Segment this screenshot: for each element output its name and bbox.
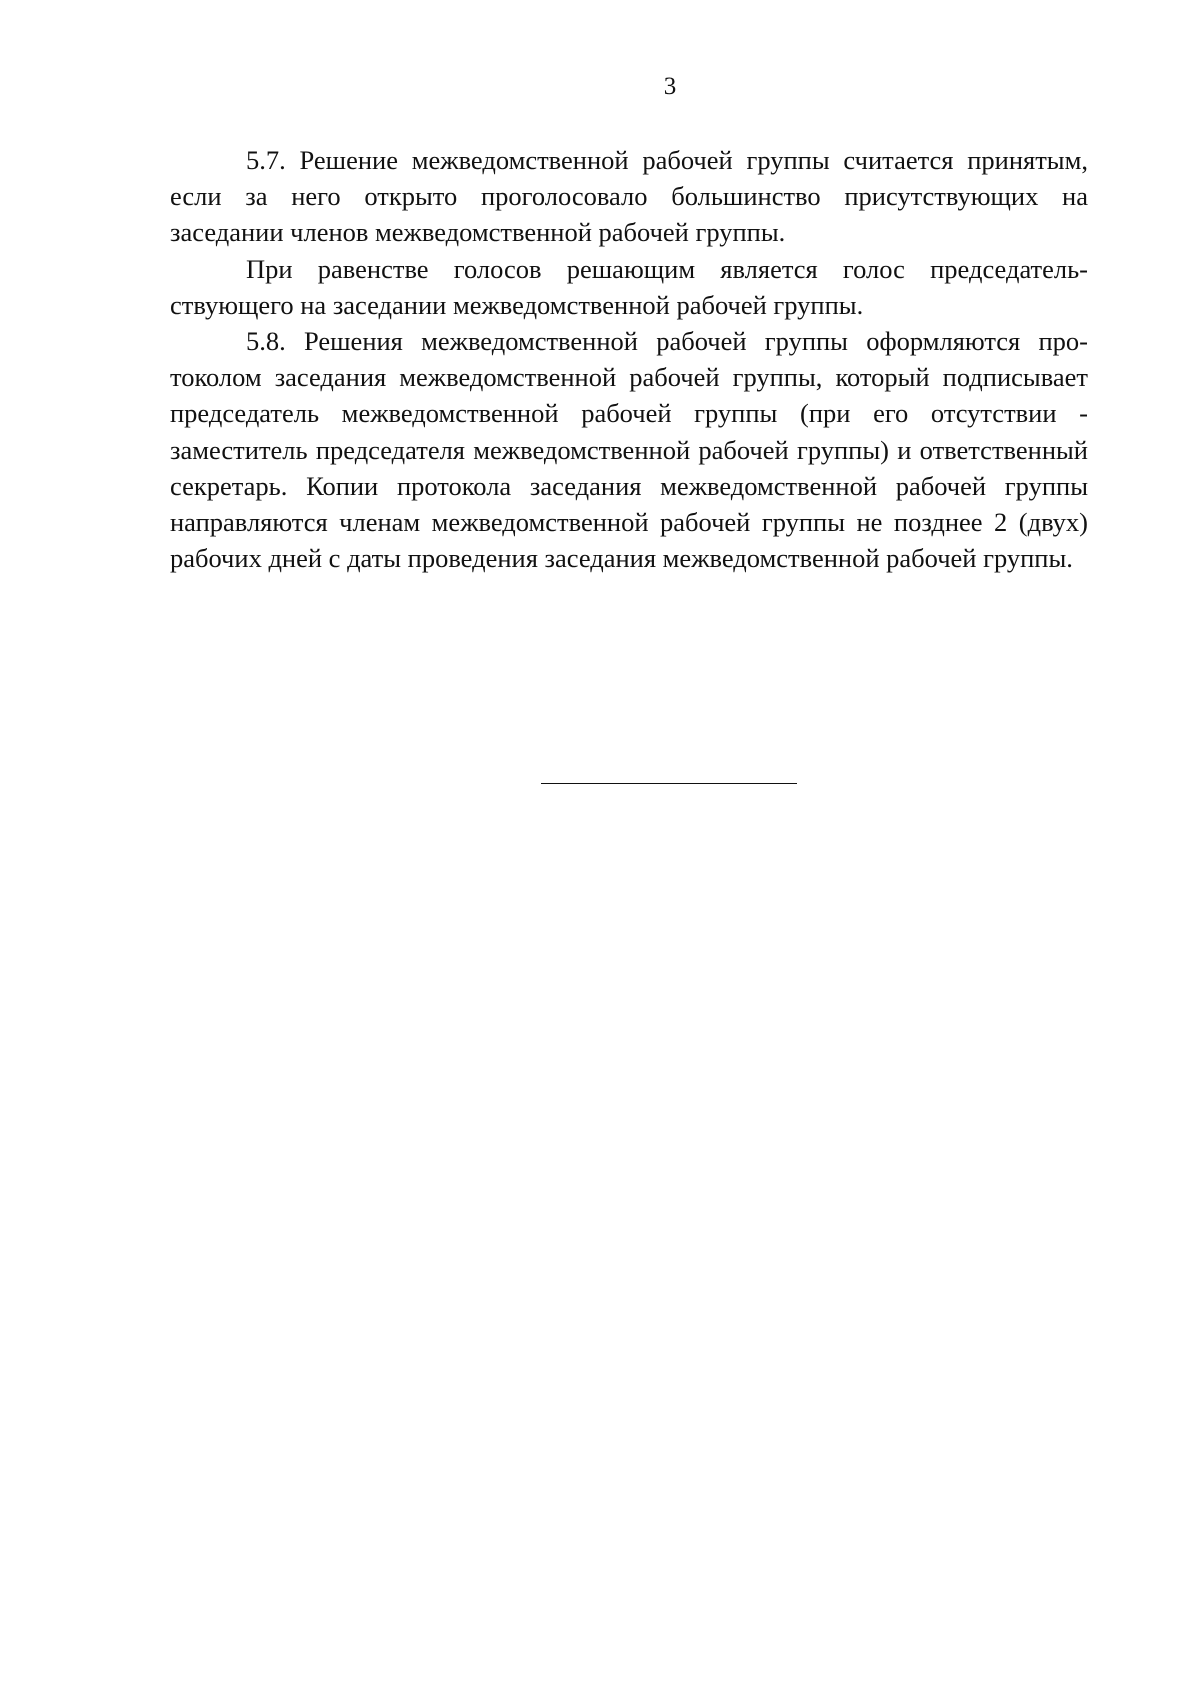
end-of-document-rule	[541, 783, 797, 784]
document-body	[170, 142, 1088, 576]
paragraph-5-7: 5.7. Решение межведомственной рабочей группы считается принятым, если за него открыто проголосовало большинство присутствующих на заседании членов межведомственной рабочей группы.	[170, 145, 1088, 248]
paragraph-tie-vote: При равенстве голосов решающим является голос председательствующего на заседании межведомственной рабочей группы.	[170, 253, 1088, 320]
paragraph-5-8: 5.8. Решения межведомственной рабочей группы оформляются протоколом заседания межведомственной рабочей группы, который подписывает председатель межведомственной рабочей группы (при его отсутствии - заместитель председателя межведомственной рабочей группы) и ответственный секретарь. Копии протокола заседания межведомственной рабочей группы направляются членам межведомственной рабочей группы не позднее 2 (двух) рабочих дней с даты проведения заседания межведомственной рабочей группы.	[170, 326, 1088, 574]
page-number: 3	[663, 73, 677, 100]
